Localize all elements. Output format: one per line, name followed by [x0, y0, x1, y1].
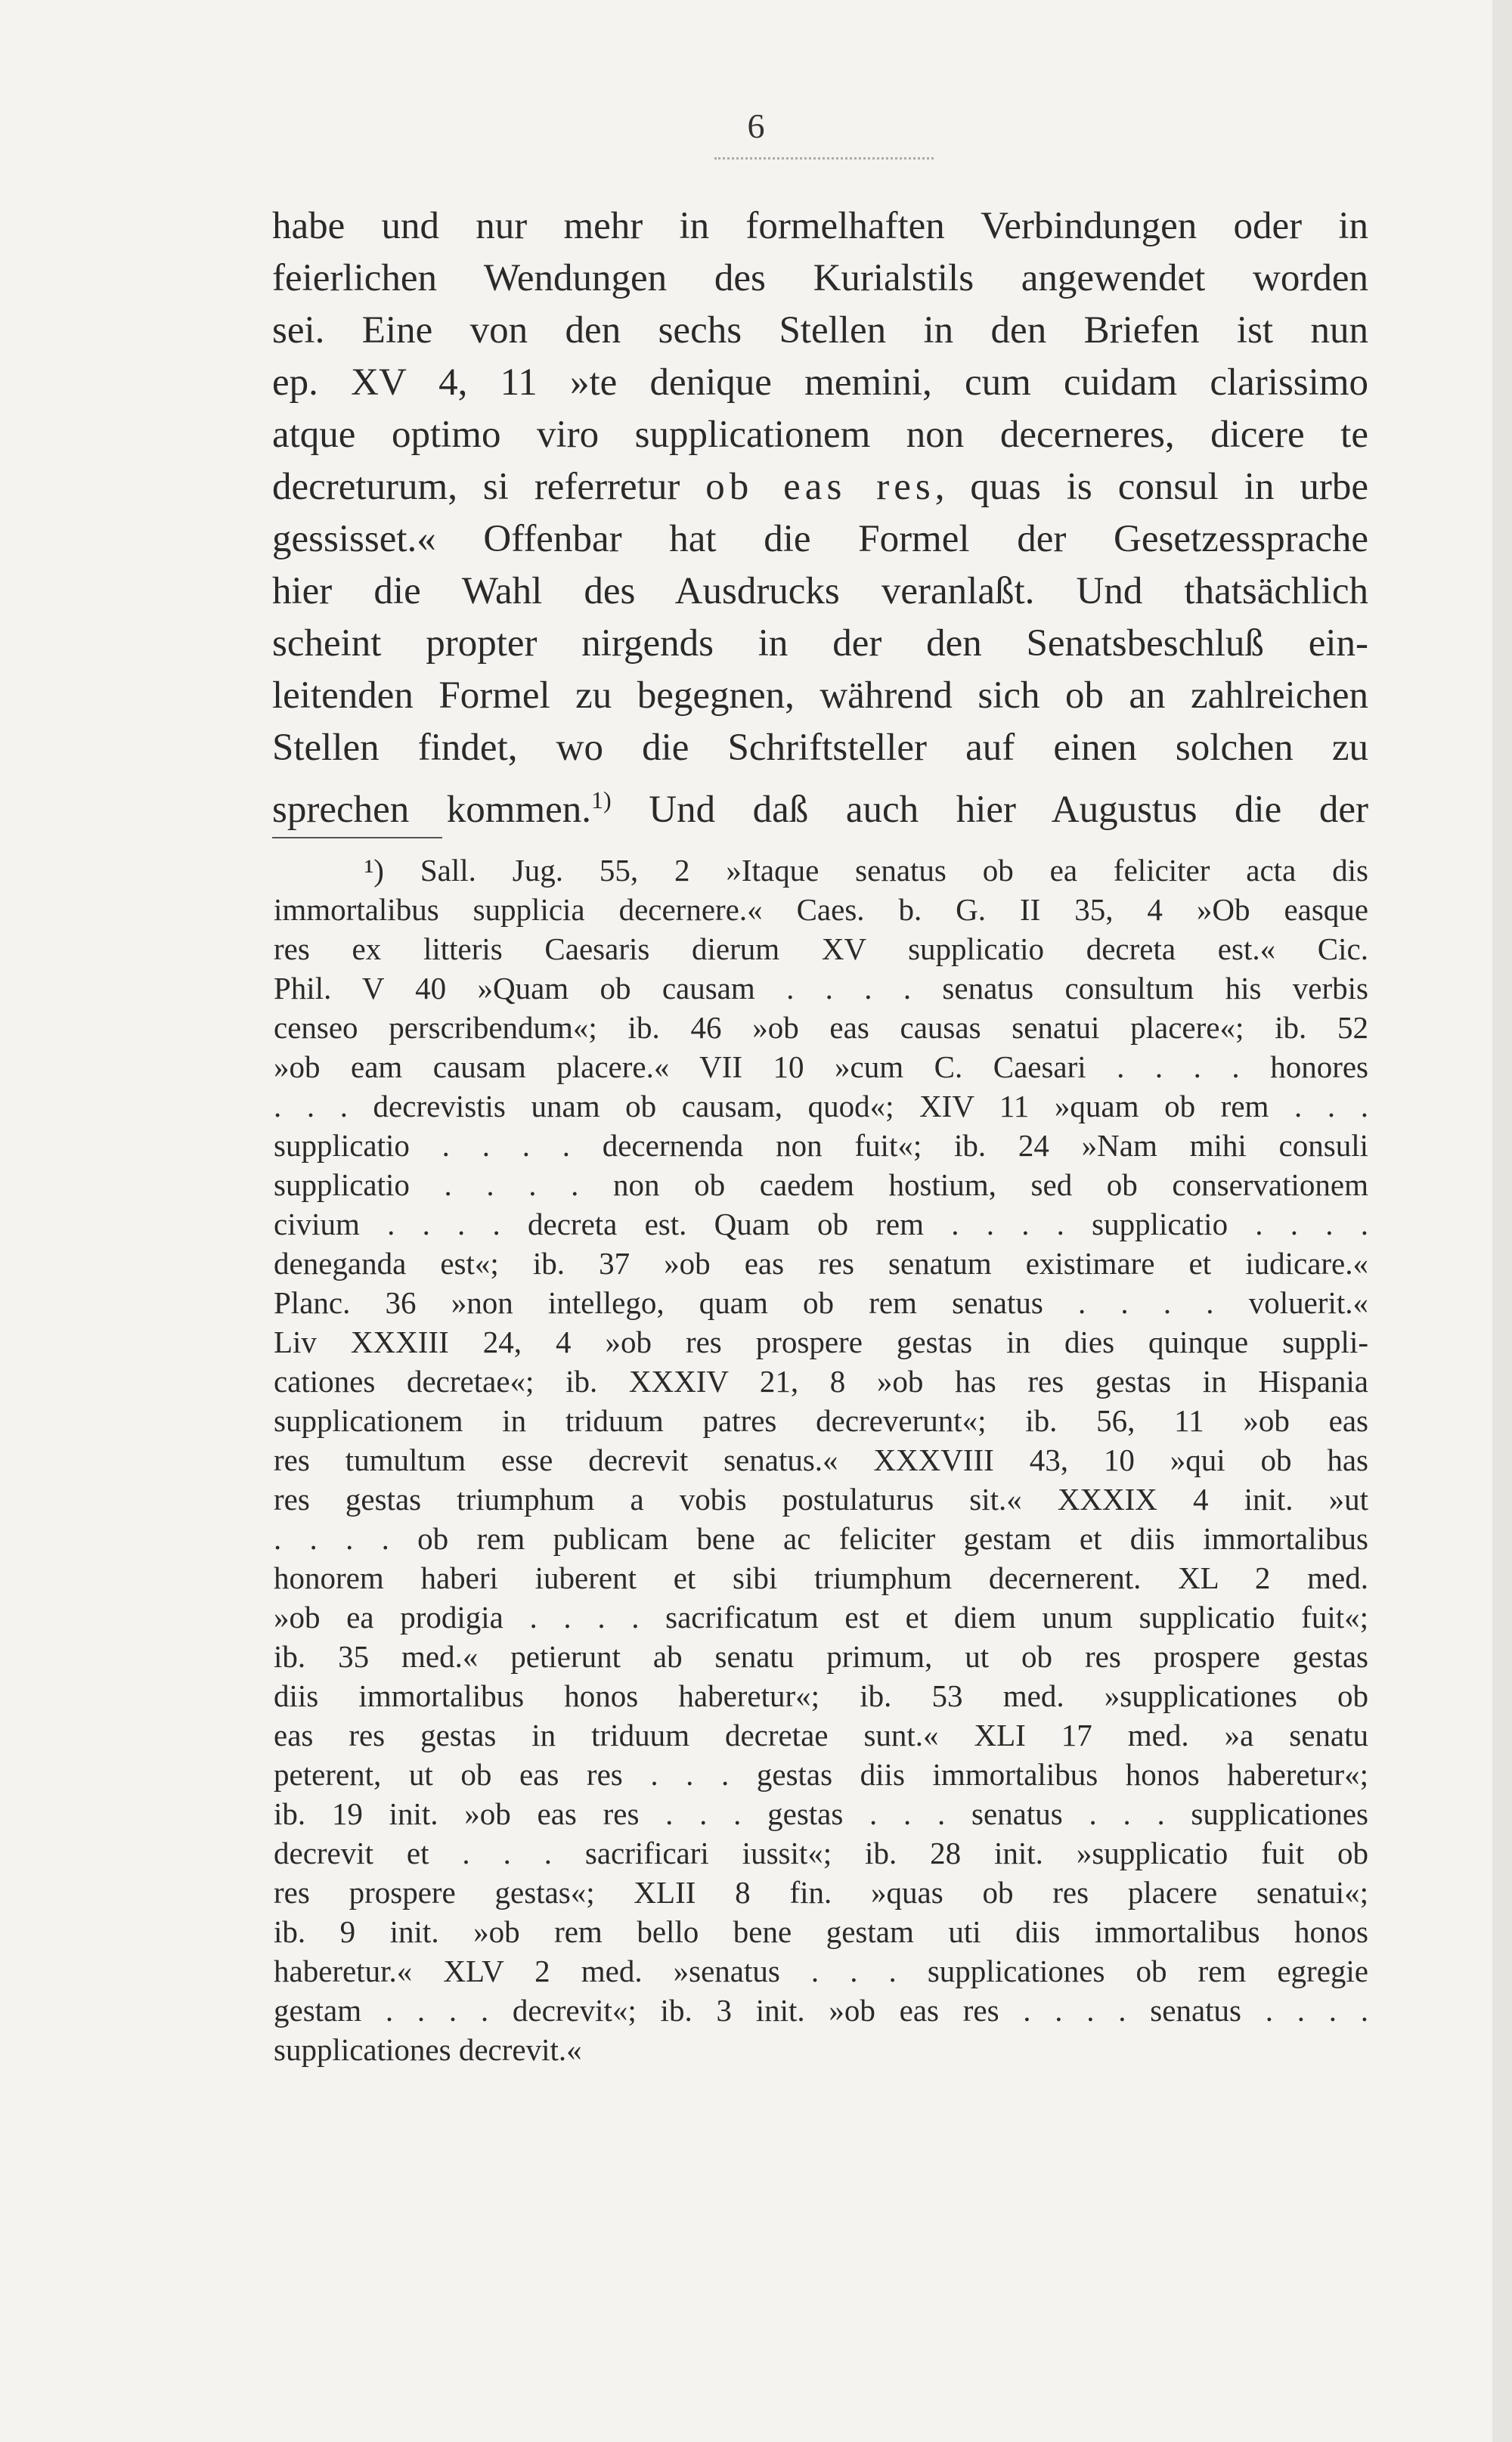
footnote-line: ib. 19 init. »ob eas res . . . gestas . . . senatus . . . supplicationes — [274, 1796, 1368, 1831]
main-line-part: sprechen kommen. — [272, 789, 592, 831]
page-number-ornament — [714, 151, 934, 160]
footnote-line: civium . . . . decreta est. Quam ob rem . . . . supplicatio . . . . — [274, 1207, 1368, 1241]
footnote-line: supplicatio . . . . non ob caedem hostium, sed ob conservationem — [274, 1167, 1368, 1202]
footnote-line: diis immortalibus honos haberetur«; ib. 53 med. »supplicationes ob — [274, 1678, 1368, 1713]
main-line: sei. Eine von den sechs Stellen in den Briefen ist nun — [272, 309, 1368, 352]
footnote-line: ib. 35 med.« petierunt ab senatu primum, ut ob res prospere gestas — [274, 1639, 1368, 1674]
footnote-line: ¹) Sall. Jug. 55, 2 »Itaque senatus ob ea feliciter acta dis — [364, 853, 1368, 888]
spaced-phrase: ob eas res — [705, 466, 935, 508]
footnote-line: censeo perscribendum«; ib. 46 »ob eas causas senatui placere«; ib. 52 — [274, 1010, 1368, 1045]
footnote — [274, 851, 1368, 2069]
footnote-line: gestam . . . . decrevit«; ib. 3 init. »ob eas res . . . . senatus . . . . — [274, 1993, 1368, 2028]
main-line — [272, 461, 1368, 513]
main-line: leitenden Formel zu begegnen, während sich ob an zahlreichen — [272, 674, 1368, 717]
footnote-line: supplicationem in triduum patres decreverunt«; ib. 56, 11 »ob eas — [274, 1403, 1368, 1438]
footnote-line: ib. 9 init. »ob rem bello bene gestam uti diis immortalibus honos — [274, 1914, 1368, 1949]
main-text — [272, 200, 1368, 836]
footnote-line: . . . decrevistis unam ob causam, quod«; XIV 11 »quam ob rem . . . — [274, 1089, 1368, 1123]
footnote-line: Liv XXXIII 24, 4 »ob res prospere gestas in dies quinque suppli- — [274, 1325, 1368, 1359]
footnote-line: Phil. V 40 »Quam ob causam . . . . senatus consultum his verbis — [274, 971, 1368, 1006]
footnote-line: cationes decretae«; ib. XXXIV 21, 8 »ob has res gestas in Hispania — [274, 1364, 1368, 1399]
footnote-marker: 1) — [591, 786, 612, 813]
footnote-line: »ob ea prodigia . . . . sacrificatum est et diem unum supplicatio fuit«; — [274, 1600, 1368, 1635]
footnote-line: honorem haberi iuberent et sibi triumphum decernerent. XL 2 med. — [274, 1560, 1368, 1595]
footnote-line: supplicatio . . . . decernenda non fuit«; ib. 24 »Nam mihi consuli — [274, 1128, 1368, 1163]
footnote-line: deneganda est«; ib. 37 »ob eas res senatum existimare et iudicare.« — [274, 1246, 1368, 1281]
footnote-line: decrevit et . . . sacrificari iussit«; ib. 28 init. »supplicatio fuit ob — [274, 1836, 1368, 1870]
main-line: Stellen findet, wo die Schriftsteller auf einen solchen zu — [272, 727, 1368, 769]
footnote-line: haberetur.« XLV 2 med. »senatus . . . supplicationes ob rem egregie — [274, 1954, 1368, 1988]
main-line-part: Und daß auch hier Augustus die der — [611, 789, 1368, 831]
footnote-line: eas res gestas in triduum decretae sunt.« XLI 17 med. »a senatu — [274, 1718, 1368, 1752]
main-line-part: , quas is consul in urbe — [934, 466, 1368, 508]
main-line: atque optimo viro supplicationem non decerneres, dicere te — [272, 414, 1368, 456]
footnote-line: res prospere gestas«; XLII 8 fin. »quas ob res placere senatui«; — [274, 1875, 1368, 1910]
footnote-line: Planc. 36 »non intellego, quam ob rem senatus . . . . voluerit.« — [274, 1285, 1368, 1320]
footnote-line: »ob eam causam placere.« VII 10 »cum C. Caesari . . . . honores — [274, 1049, 1368, 1084]
main-line: scheint propter nirgends in der den Senatsbeschluß ein- — [272, 622, 1368, 665]
main-line: hier die Wahl des Ausdrucks veranlaßt. Und thatsächlich — [272, 570, 1368, 612]
main-line-part: decreturum, si referretur — [272, 466, 680, 508]
footnote-line: res ex litteris Caesaris dierum XV supplicatio decreta est.« Cic. — [274, 931, 1368, 966]
footnote-line: immortalibus supplicia decernere.« Caes. b. G. II 35, 4 »Ob easque — [274, 892, 1368, 927]
footnote-line: supplicationes decrevit.« — [274, 2032, 582, 2067]
main-line: ep. XV 4, 11 »te denique memini, cum cuidam clarissimo — [272, 361, 1368, 404]
footnote-line: peterent, ut ob eas res . . . gestas diis immortalibus honos haberetur«; — [274, 1757, 1368, 1792]
footnote-line: . . . . ob rem publicam bene ac feliciter gestam et diis immortalibus — [274, 1521, 1368, 1556]
main-line: habe und nur mehr in formelhaften Verbindungen oder in — [272, 205, 1368, 247]
main-line: feierlichen Wendungen des Kurialstils angewendet worden — [272, 257, 1368, 299]
main-line — [272, 774, 1368, 836]
page-number: 6 — [747, 107, 765, 145]
main-line: gessisset.« Offenbar hat die Formel der Gesetzessprache — [272, 518, 1368, 560]
footnote-separator — [272, 837, 442, 838]
scan-edge — [1492, 0, 1512, 2442]
footnote-line: res gestas triumphum a vobis postulaturus sit.« XXXIX 4 init. »ut — [274, 1482, 1368, 1517]
footnote-line: res tumultum esse decrevit senatus.« XXXVIII 43, 10 »qui ob has — [274, 1443, 1368, 1477]
